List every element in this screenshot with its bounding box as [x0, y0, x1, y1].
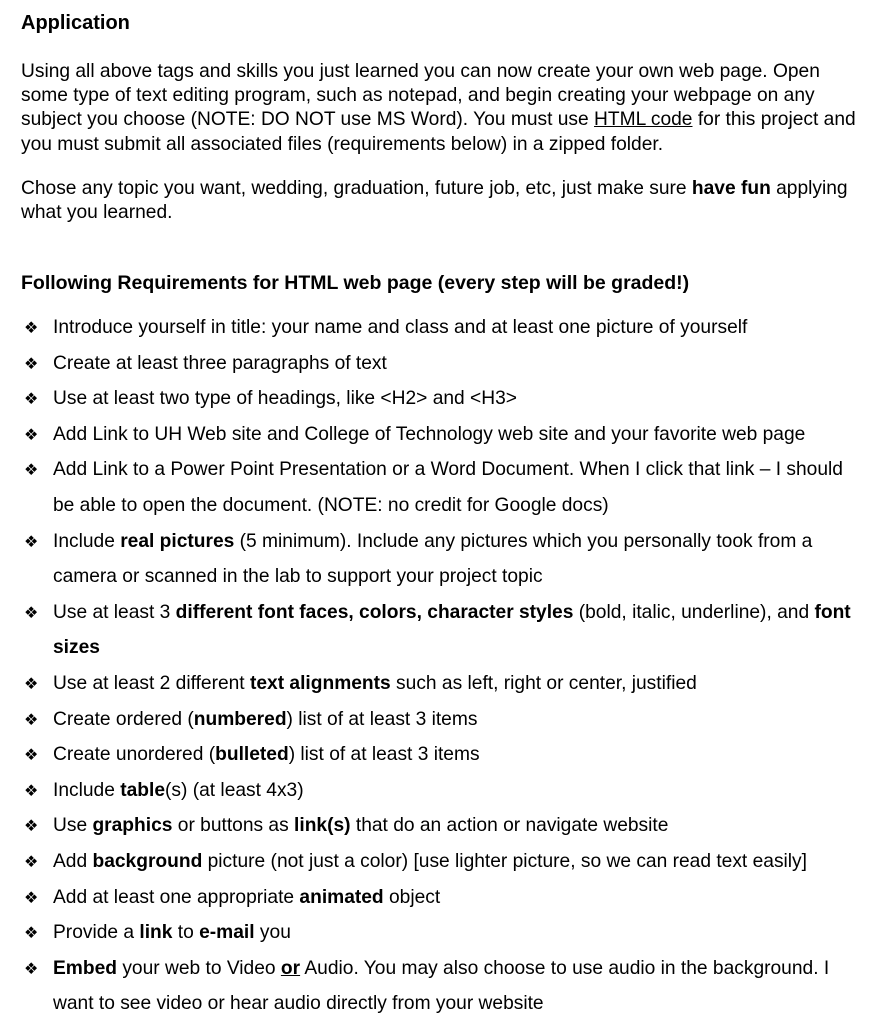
requirement-bold-text: background — [92, 850, 203, 872]
requirement-text: Include — [53, 779, 121, 801]
intro-text-2: for this project and you must submit all associated files (requirements below) in a zipped folder. — [21, 109, 856, 155]
diamond-bullet-icon: ❖ — [24, 673, 39, 693]
diamond-bullet-icon: ❖ — [24, 460, 39, 480]
requirement-text: Add Link to a Power Point Presentation or a Word Document. When I click that link – I should be able to open the document. (NOTE: no credit for Google docs) — [53, 459, 843, 516]
requirement-item — [0, 452, 883, 523]
html-code-link[interactable]: HTML code — [594, 109, 693, 131]
requirement-item — [0, 666, 883, 702]
requirement-text: object — [383, 886, 441, 908]
requirement-text: Add at least one appropriate — [53, 886, 300, 908]
requirement-text: that do an action or navigate website — [350, 815, 669, 837]
requirement-text: (5 minimum). Include any pictures which you personally took from a camera or scanned in the lab to support your project topic — [53, 530, 813, 588]
diamond-bullet-icon: ❖ — [24, 709, 39, 729]
requirement-bold-text: link — [139, 922, 173, 944]
intro-paragraph — [21, 60, 863, 157]
requirement-bold-text: text alignments — [249, 672, 391, 694]
diamond-bullet-icon: ❖ — [24, 318, 39, 337]
requirement-bold-text: Embed — [53, 957, 117, 979]
diamond-bullet-icon: ❖ — [24, 353, 39, 373]
diamond-bullet-icon: ❖ — [24, 389, 39, 409]
requirement-text: Include — [53, 530, 121, 552]
requirement-item — [0, 346, 883, 382]
diamond-bullet-icon: ❖ — [24, 602, 39, 622]
requirement-text: to — [172, 922, 200, 944]
requirement-text: Create unordered ( — [53, 744, 216, 766]
diamond-bullet-icon: ❖ — [24, 531, 39, 551]
requirement-item — [0, 737, 883, 773]
requirements-title: Following Requirements for HTML web page (every step will be graded!) — [21, 272, 690, 294]
requirement-item — [0, 310, 883, 346]
requirement-text: Create at least three paragraphs of text — [53, 352, 387, 374]
requirement-item — [0, 381, 883, 417]
requirement-bold-text: real pictures — [120, 530, 235, 552]
requirement-text: or buttons as — [172, 815, 295, 837]
topic-bold-text: have fun — [691, 178, 771, 199]
requirement-item — [0, 702, 883, 738]
requirement-item — [0, 880, 883, 916]
requirement-bold-text: link(s) — [294, 815, 351, 837]
requirement-text: Use — [53, 815, 93, 837]
requirement-text: Use at least 2 different — [53, 672, 250, 694]
requirement-text: Audio. You may also choose to use audio in the background. I want to see video or hear audio directly from your website — [53, 957, 830, 1015]
topic-text-2: applying what you learned. — [21, 178, 848, 224]
requirement-text: Provide a — [53, 922, 140, 944]
requirement-item — [0, 524, 883, 595]
requirement-item — [0, 915, 883, 951]
requirement-bold-text: font sizes — [53, 601, 851, 659]
requirement-item — [0, 844, 883, 880]
requirement-item — [0, 417, 883, 453]
requirement-text: picture (not just a color) [use lighter picture, so we can read text easily] — [202, 850, 807, 872]
requirement-text: (s) (at least 4x3) — [165, 779, 304, 801]
requirements-list — [0, 310, 883, 1022]
section-heading: Application — [21, 12, 130, 34]
topic-paragraph — [21, 177, 863, 225]
requirement-item — [0, 808, 883, 844]
requirement-bold-underline: or — [280, 957, 301, 979]
requirement-bold-text: different font faces, colors, character styles — [175, 601, 574, 623]
requirement-text: Use at least 3 — [53, 601, 176, 623]
topic-text-1: Chose any topic you want, wedding, graduation, future job, etc, just make sure — [21, 178, 692, 199]
requirement-bold-text: graphics — [92, 815, 173, 837]
requirement-text: Use at least two type of headings, like <H2> and <H3> — [53, 388, 517, 410]
requirement-text: Add Link to UH Web site and College of Technology web site and your favorite web page — [53, 423, 806, 445]
requirement-item — [0, 773, 883, 809]
requirement-text: ) list of at least 3 items — [286, 708, 478, 730]
requirement-item — [0, 595, 883, 666]
diamond-bullet-icon: ❖ — [24, 780, 39, 800]
diamond-bullet-icon: ❖ — [24, 851, 39, 871]
requirement-text: such as left, right or center, justified — [390, 672, 697, 694]
requirement-text: Introduce yourself in title: your name and class and at least one picture of yourself — [53, 317, 748, 338]
requirement-item — [0, 951, 883, 1022]
diamond-bullet-icon: ❖ — [24, 958, 39, 978]
requirement-text: (bold, italic, underline), and — [573, 601, 815, 623]
diamond-bullet-icon: ❖ — [24, 887, 39, 907]
intro-text-1: Using all above tags and skills you just learned you can now create your own web page. Open some type of text editing program, such as notepad, and begin creating your webpage on any subject you choose (NOTE: DO NOT use MS Word). You must use — [21, 61, 820, 131]
diamond-bullet-icon: ❖ — [24, 923, 39, 943]
requirement-text: you — [254, 922, 291, 944]
requirement-bold-text: table — [120, 779, 165, 801]
requirement-bold-text: animated — [299, 886, 384, 908]
requirement-bold-text — [281, 958, 300, 979]
requirement-bold-text: numbered — [193, 708, 287, 730]
requirement-text: ) list of at least 3 items — [288, 744, 480, 766]
diamond-bullet-icon: ❖ — [24, 424, 39, 444]
diamond-bullet-icon: ❖ — [24, 816, 39, 836]
diamond-bullet-icon: ❖ — [24, 745, 39, 765]
requirement-text: Create ordered ( — [53, 708, 194, 730]
requirement-text: Add — [53, 850, 93, 872]
requirement-bold-text: e-mail — [199, 922, 255, 944]
requirement-bold-text: bulleted — [215, 744, 289, 766]
requirement-text: your web to Video — [116, 957, 281, 979]
